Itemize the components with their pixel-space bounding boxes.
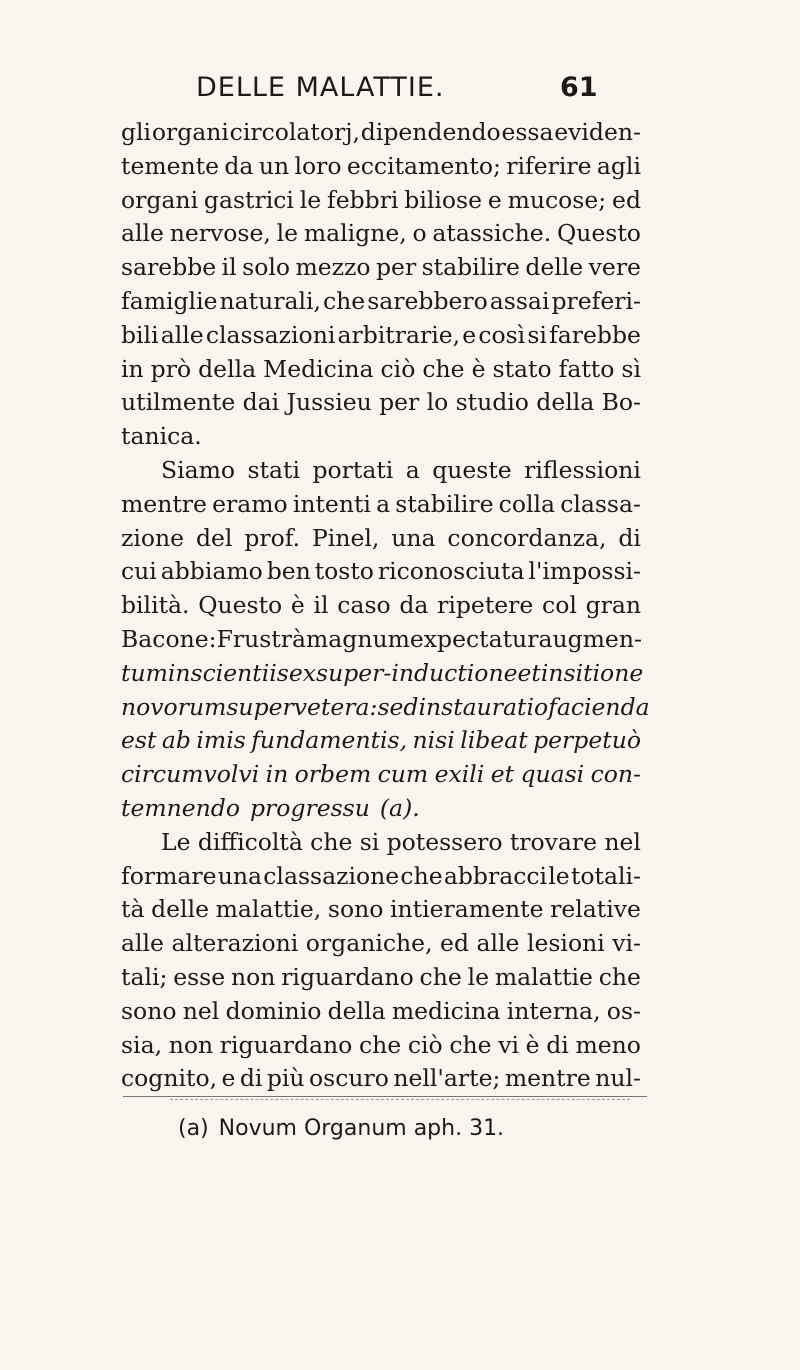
word: concordanza, <box>447 523 607 552</box>
word: e <box>462 320 477 349</box>
word: cum <box>377 760 429 789</box>
word: Siamo <box>161 455 236 484</box>
word: magnum <box>305 624 410 653</box>
text-line <box>121 792 641 826</box>
word: nul- <box>595 1064 641 1093</box>
word: totali- <box>570 861 641 890</box>
word: bilità. <box>121 591 190 620</box>
footnote-text: Novum Organum aph. 31. <box>218 1116 505 1141</box>
word: sarebbero <box>367 286 488 315</box>
word: che <box>422 354 465 383</box>
text-line <box>121 1062 641 1096</box>
word: non <box>168 1030 214 1059</box>
text-line <box>121 420 641 454</box>
word: gli <box>121 118 152 146</box>
page-number: 61 <box>560 72 598 103</box>
text-line <box>121 217 641 251</box>
word: et <box>490 760 515 789</box>
word: insitione <box>540 658 644 687</box>
text-line <box>121 1029 641 1063</box>
word: classa- <box>560 489 641 518</box>
word: che <box>358 1030 402 1059</box>
word: fatto <box>558 354 615 383</box>
word: riguardano <box>219 1030 353 1059</box>
word: e <box>487 185 502 214</box>
word: circolatorj, <box>229 118 361 146</box>
word: super <box>226 692 294 721</box>
word: alle <box>160 320 204 349</box>
body-text <box>121 116 650 1096</box>
word: è <box>290 591 305 620</box>
word: le <box>299 185 322 214</box>
word: famiglie <box>121 286 218 315</box>
word: tum <box>121 658 168 687</box>
word: organi <box>151 118 229 146</box>
word: Jussieu <box>286 388 372 417</box>
word: prò <box>150 354 192 383</box>
word: si <box>527 320 547 349</box>
word: abbiamo <box>160 557 263 586</box>
word: gastrici <box>203 185 294 214</box>
word: eramo <box>212 489 288 518</box>
word: febbri <box>327 185 399 214</box>
text-line <box>121 826 641 860</box>
word: solo <box>242 253 291 282</box>
word: essa <box>501 118 554 146</box>
word: Frustrà <box>216 624 306 653</box>
word: agli <box>596 151 641 180</box>
word: riferire <box>506 151 592 180</box>
word: prof. <box>244 523 301 552</box>
word: è <box>471 354 486 383</box>
text-line <box>121 116 641 150</box>
word: cognito, <box>121 1064 218 1093</box>
word: che <box>419 962 462 991</box>
word: che <box>400 861 443 890</box>
word: dominio <box>225 996 322 1025</box>
word: eviden- <box>554 118 641 146</box>
text-line <box>121 589 641 623</box>
word: alterazioni <box>171 929 299 958</box>
word: con- <box>590 760 641 789</box>
word: Le <box>161 827 191 856</box>
word: nel <box>604 827 641 856</box>
word: potessero <box>386 827 503 856</box>
word: una <box>217 861 263 890</box>
word: sed <box>377 692 419 721</box>
word: formare <box>121 861 217 890</box>
word: mucose; <box>507 185 607 214</box>
word: ed <box>612 185 641 214</box>
word: di <box>618 523 641 552</box>
word: ripetere <box>437 591 534 620</box>
word: mentre <box>504 1064 591 1093</box>
word: eccitamento; <box>346 151 501 180</box>
word: sono <box>327 895 384 924</box>
word: zione <box>121 523 185 552</box>
word: nisi <box>412 726 455 755</box>
word: vi- <box>612 929 641 958</box>
word: col <box>542 591 577 620</box>
word: tanica. <box>121 422 202 451</box>
word: sono <box>121 996 177 1025</box>
word: intieramente <box>390 895 544 924</box>
word: del <box>195 523 233 552</box>
word: ciò <box>407 1030 443 1059</box>
word: le <box>276 219 299 248</box>
word: di <box>546 1030 569 1059</box>
word: studio <box>455 388 529 417</box>
word: sia, <box>121 1030 163 1059</box>
word: tali; <box>121 962 168 991</box>
word: sì <box>621 354 641 383</box>
word: imis <box>196 726 246 755</box>
word: delle <box>151 895 209 924</box>
word: delle <box>525 253 584 282</box>
word: super-inductione <box>316 658 518 687</box>
word: a <box>376 489 391 518</box>
text-line <box>121 995 641 1029</box>
word: Questo <box>198 591 283 620</box>
word: bili <box>121 320 159 349</box>
word: stabilire <box>395 489 494 518</box>
word: scientiis <box>190 658 289 687</box>
word: in <box>265 760 289 789</box>
word: interna, <box>506 996 601 1025</box>
word: atassiche. <box>432 219 552 248</box>
word: ex <box>288 658 317 687</box>
word: da <box>399 591 429 620</box>
word: trovare <box>509 827 598 856</box>
word: preferi- <box>551 286 641 315</box>
word: della <box>198 354 257 383</box>
word: il <box>221 253 237 282</box>
word: tà <box>121 895 145 924</box>
word: libeat <box>460 726 528 755</box>
word: fundamentis, <box>251 726 408 755</box>
text-line <box>121 893 641 927</box>
word: della <box>327 996 386 1025</box>
word: dai <box>242 388 280 417</box>
text-line <box>121 961 641 995</box>
word: intenti <box>292 489 371 518</box>
word: vere <box>588 253 641 282</box>
text-line <box>121 251 641 285</box>
word: a <box>405 455 420 484</box>
word: malattie, <box>215 895 322 924</box>
running-head: DELLE MALATTIE. <box>196 72 445 103</box>
word: lesioni <box>526 929 605 958</box>
word: lo <box>426 388 449 417</box>
word: naturali, <box>219 286 321 315</box>
word: organiche, <box>305 929 433 958</box>
word: alle <box>121 219 164 248</box>
word: biliose <box>404 185 482 214</box>
word: il <box>313 591 329 620</box>
word: è <box>525 1030 540 1059</box>
word: stato <box>492 354 552 383</box>
word: in <box>121 354 144 383</box>
word: esse <box>173 962 226 991</box>
word: riconosciuta <box>377 557 525 586</box>
text-line <box>121 522 641 556</box>
text-line <box>121 488 641 522</box>
word: più <box>266 1064 305 1093</box>
word: che <box>322 286 366 315</box>
word: loro <box>294 151 342 180</box>
word: che <box>598 962 641 991</box>
word: le <box>467 962 489 991</box>
word: progressu <box>250 793 370 822</box>
footnote-rule-secondary <box>170 1099 630 1100</box>
text-line <box>121 150 641 184</box>
word: cui <box>121 557 157 586</box>
word: abbracci <box>443 861 548 890</box>
word: da <box>224 151 254 180</box>
word: Medicina <box>263 354 374 383</box>
word: le <box>548 861 570 890</box>
word: l'impossi- <box>528 557 641 586</box>
word: Bacone: <box>121 624 217 653</box>
word: stati <box>247 455 300 484</box>
word: colla <box>498 489 556 518</box>
word: Pinel, <box>312 523 380 552</box>
word: ed <box>440 929 469 958</box>
word: novorum <box>121 692 227 721</box>
word: os- <box>606 996 641 1025</box>
word: per <box>376 253 417 282</box>
word: dipendendo <box>360 118 501 146</box>
text-line <box>121 623 641 657</box>
word: ab <box>161 726 191 755</box>
word: temnendo <box>121 793 241 822</box>
word: augmen- <box>538 624 642 653</box>
word: classazione <box>263 861 400 890</box>
word: si <box>359 827 380 856</box>
word: orbem <box>294 760 372 789</box>
word: mezzo <box>295 253 371 282</box>
word: o <box>412 219 427 248</box>
text-line <box>121 319 641 353</box>
word: in <box>167 658 191 687</box>
word: e <box>221 1064 236 1093</box>
word: che <box>310 827 353 856</box>
word: di <box>239 1064 263 1093</box>
word: maligne, <box>303 219 407 248</box>
text-line <box>121 860 641 894</box>
text-line <box>121 285 641 319</box>
word: riflessioni <box>524 455 641 484</box>
word: della <box>536 388 595 417</box>
footnote-rule <box>123 1096 647 1097</box>
word: vi <box>498 1030 519 1059</box>
text-line <box>121 184 641 218</box>
word: una <box>391 523 436 552</box>
word: utilmente <box>121 388 236 417</box>
word: riguardano <box>281 962 414 991</box>
word: portati <box>312 455 394 484</box>
word: mentre <box>121 489 207 518</box>
word: Questo <box>556 219 641 248</box>
word: temente <box>121 151 220 180</box>
text-line <box>121 454 641 488</box>
word: expectatur <box>409 624 539 653</box>
text-line <box>121 758 641 792</box>
footnote-mark: (a) <box>178 1116 209 1141</box>
word: meno <box>575 1030 641 1059</box>
word: exili <box>434 760 485 789</box>
word: est <box>121 726 157 755</box>
word: malattie <box>494 962 593 991</box>
word: stabilire <box>421 253 520 282</box>
word: queste <box>432 455 512 484</box>
word: per <box>379 388 420 417</box>
word: vetera: <box>293 692 378 721</box>
word: facienda <box>548 692 650 721</box>
text-line <box>121 657 644 691</box>
word: tosto <box>314 557 374 586</box>
text-line <box>121 555 641 589</box>
word: et <box>517 658 541 687</box>
word: organi <box>121 185 199 214</box>
word: un <box>258 151 290 180</box>
word: nel <box>182 996 220 1025</box>
text-line <box>121 724 641 758</box>
text-line <box>121 691 650 725</box>
word: medicina <box>391 996 501 1025</box>
text-line <box>121 353 641 387</box>
text-line <box>121 927 641 961</box>
word: (a). <box>379 793 420 822</box>
word: caso <box>337 591 391 620</box>
word: sarebbe <box>121 253 217 282</box>
word: così <box>478 320 526 349</box>
word: alle <box>121 929 164 958</box>
word: difficoltà <box>197 827 303 856</box>
word: nervose, <box>169 219 271 248</box>
word: relative <box>550 895 641 924</box>
word: instauratio <box>418 692 549 721</box>
word: assai <box>489 286 550 315</box>
word: ben <box>266 557 311 586</box>
word: non <box>230 962 276 991</box>
word: circumvolvi <box>121 760 260 789</box>
word: arbitrarie, <box>337 320 461 349</box>
word: farebbe <box>549 320 641 349</box>
word: alle <box>476 929 520 958</box>
word: classazioni <box>205 320 336 349</box>
word: nell'arte; <box>393 1064 501 1093</box>
word: ciò <box>380 354 416 383</box>
text-line <box>121 386 641 420</box>
word: quasi <box>520 760 585 789</box>
word: perpetuò <box>533 726 641 755</box>
word: oscuro <box>309 1064 389 1093</box>
page-header <box>0 72 800 112</box>
word: Bo- <box>601 388 641 417</box>
footnote <box>178 1116 504 1141</box>
word: gran <box>585 591 641 620</box>
word: che <box>449 1030 492 1059</box>
